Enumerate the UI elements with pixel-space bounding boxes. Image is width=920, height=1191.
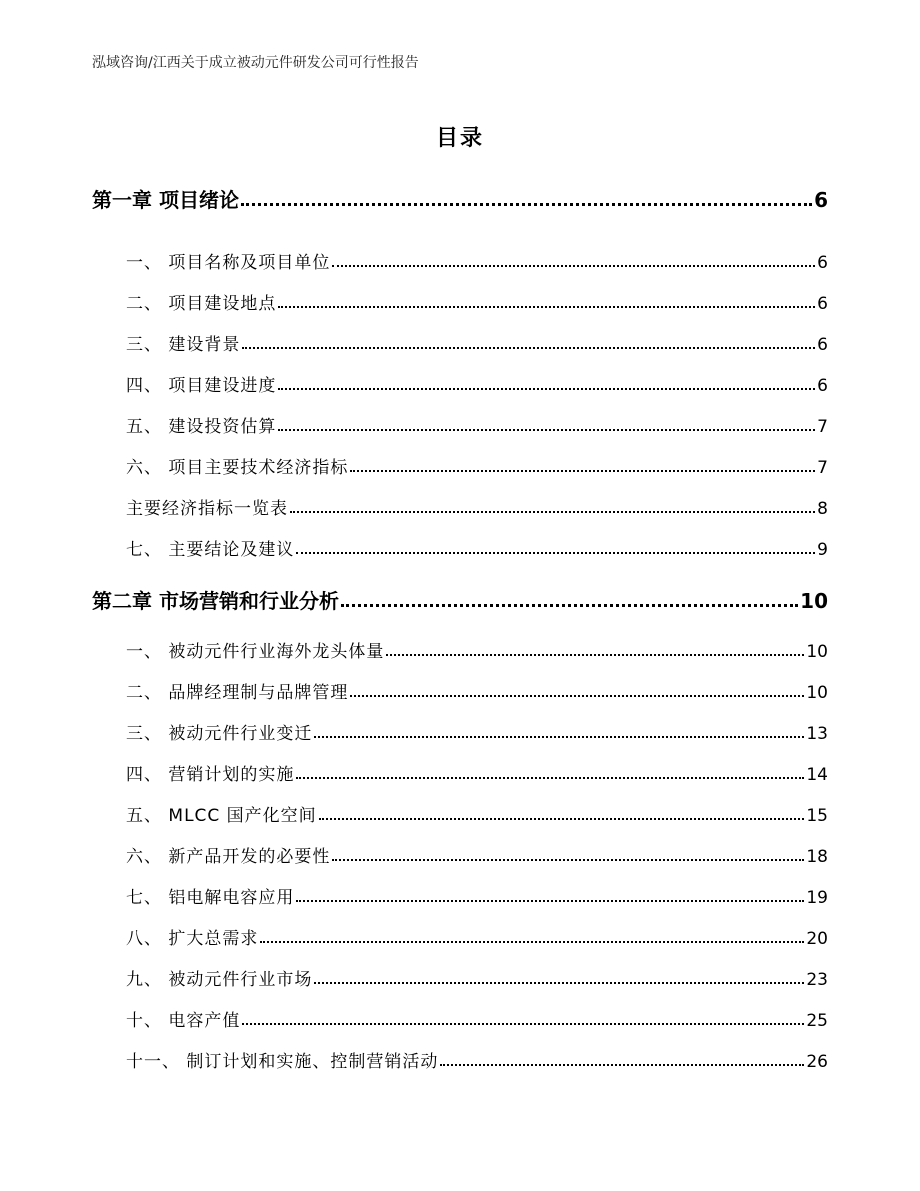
- dot-leader: [260, 941, 804, 943]
- toc-section-entry[interactable]: [126, 637, 828, 662]
- toc-page-number: 9: [817, 540, 828, 560]
- dot-leader: [350, 695, 804, 697]
- toc-section-entry[interactable]: [126, 289, 828, 314]
- dot-leader: [242, 347, 815, 349]
- dot-leader: [350, 470, 815, 472]
- toc-page-number: 20: [806, 929, 828, 949]
- toc-page-number: 7: [817, 458, 828, 478]
- toc-section-entry[interactable]: [126, 494, 828, 519]
- toc-entry-label: 六、 项目主要技术经济指标: [126, 458, 349, 478]
- toc-entry-label: 四、 项目建设进度: [126, 376, 277, 396]
- toc-section-entry[interactable]: [126, 1047, 828, 1072]
- toc-section-entry[interactable]: [126, 801, 828, 826]
- toc-page-number: 6: [817, 253, 828, 273]
- toc-title: 目录: [435, 126, 484, 151]
- toc-section-entry[interactable]: [126, 453, 828, 478]
- toc-entry-label: 五、 建设投资估算: [126, 417, 277, 437]
- toc-section-entry[interactable]: [126, 371, 828, 396]
- dot-leader: [314, 736, 804, 738]
- dot-leader: [332, 859, 804, 861]
- toc-page-number: 10: [800, 589, 828, 613]
- toc-section-entry[interactable]: [126, 965, 828, 990]
- toc-chapter-entry[interactable]: [92, 585, 828, 614]
- toc-entry-label: 第二章 市场营销和行业分析: [92, 589, 339, 613]
- dot-leader: [290, 511, 815, 513]
- toc-entry-label: 一、 被动元件行业海外龙头体量: [126, 642, 385, 662]
- toc-section-entry[interactable]: [126, 678, 828, 703]
- toc-section-entry[interactable]: [126, 760, 828, 785]
- dot-leader: [296, 900, 804, 902]
- toc-entry-label: 九、 被动元件行业市场: [126, 970, 313, 990]
- toc-page-number: 6: [817, 335, 828, 355]
- dot-leader: [440, 1064, 804, 1066]
- dot-leader: [296, 552, 815, 554]
- toc-entry-label: 七、 铝电解电容应用: [126, 888, 295, 908]
- dot-leader: [332, 265, 815, 267]
- toc-page-number: 10: [806, 683, 828, 703]
- toc-page-number: 18: [806, 847, 828, 867]
- dot-leader: [386, 654, 804, 656]
- toc-section-entry[interactable]: [126, 535, 828, 560]
- toc-section-entry[interactable]: [126, 412, 828, 437]
- toc-section-entry[interactable]: [126, 883, 828, 908]
- toc-section-entry[interactable]: [126, 842, 828, 867]
- toc-page-number: 19: [806, 888, 828, 908]
- toc-entry-label: 十一、 制订计划和实施、控制营销活动: [126, 1052, 439, 1072]
- toc-entry-label: 四、 营销计划的实施: [126, 765, 295, 785]
- dot-leader: [278, 429, 815, 431]
- toc-entry-label: 八、 扩大总需求: [126, 929, 259, 949]
- dot-leader: [241, 203, 812, 206]
- toc-page-number: 8: [817, 499, 828, 519]
- toc-page-number: 6: [817, 294, 828, 314]
- toc-section-entry[interactable]: [126, 248, 828, 273]
- toc-chapter-entry[interactable]: [92, 184, 828, 213]
- dot-leader: [296, 777, 804, 779]
- toc-page-number: 25: [806, 1011, 828, 1031]
- toc-page-number: 6: [817, 376, 828, 396]
- toc-entry-label: 一、 项目名称及项目单位: [126, 253, 331, 273]
- dot-leader: [278, 388, 815, 390]
- toc-page-number: 26: [806, 1052, 828, 1072]
- toc-page-number: 6: [814, 188, 828, 212]
- toc-page-number: 23: [806, 970, 828, 990]
- toc-entry-label: 六、 新产品开发的必要性: [126, 847, 331, 867]
- dot-leader: [278, 306, 815, 308]
- toc-entry-label: 二、 项目建设地点: [126, 294, 277, 314]
- toc-entry-label: 主要经济指标一览表: [126, 499, 288, 519]
- toc-page-number: 15: [806, 806, 828, 826]
- toc-section-entry[interactable]: [126, 330, 828, 355]
- toc-section-entry[interactable]: [126, 1006, 828, 1031]
- dot-leader: [242, 1023, 804, 1025]
- dot-leader: [341, 604, 798, 607]
- toc-section-entry[interactable]: [126, 924, 828, 949]
- running-header: 泓域咨询/江西关于成立被动元件研发公司可行性报告: [92, 55, 419, 71]
- toc-entry-label: 十、 电容产值: [126, 1011, 241, 1031]
- toc-page-number: 7: [817, 417, 828, 437]
- toc-entry-label: 二、 品牌经理制与品牌管理: [126, 683, 349, 703]
- toc-entry-label: 三、 建设背景: [126, 335, 241, 355]
- toc-page-number: 10: [806, 642, 828, 662]
- toc-entry-label: 第一章 项目绪论: [92, 188, 239, 212]
- dot-leader: [314, 982, 804, 984]
- toc-entry-label: 七、 主要结论及建议: [126, 540, 295, 560]
- toc-page-number: 14: [806, 765, 828, 785]
- toc-page-number: 13: [806, 724, 828, 744]
- toc-entry-label: 三、 被动元件行业变迁: [126, 724, 313, 744]
- toc-entry-label: 五、 MLCC 国产化空间: [126, 806, 317, 826]
- toc-section-entry[interactable]: [126, 719, 828, 744]
- dot-leader: [319, 818, 805, 820]
